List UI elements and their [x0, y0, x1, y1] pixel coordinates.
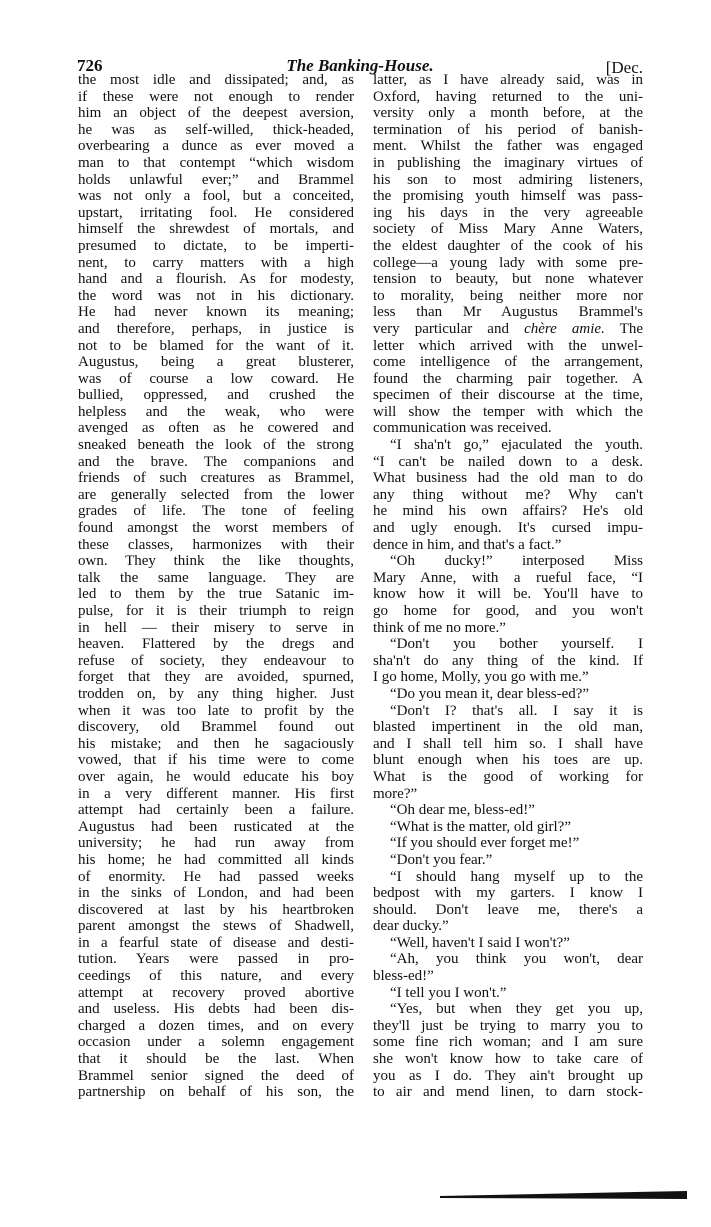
text-segment: they'll just be trying to marry you to — [373, 1017, 643, 1034]
text-segment: discovery, old Brammel found out — [78, 719, 354, 736]
text-line — [78, 852, 354, 869]
text-segment: He had never known its meaning; — [78, 304, 354, 321]
text-segment: Augustus, being a great blusterer, — [78, 354, 354, 371]
text-segment: tension to beauty, but none whatever — [373, 271, 643, 288]
text-line — [78, 122, 354, 139]
text-line — [78, 338, 354, 355]
text-line — [373, 437, 643, 454]
text-line — [78, 354, 354, 371]
text-line — [78, 304, 354, 321]
text-segment: “I should hang myself up to the — [390, 868, 643, 885]
text-line — [373, 503, 643, 520]
text-segment: he was as self-willed, thick-headed, — [78, 121, 354, 138]
text-line — [373, 89, 643, 106]
text-segment: college—a young lady with some pre- — [373, 254, 643, 271]
text-line — [78, 703, 354, 720]
text-segment: talk the same language. They are — [78, 569, 354, 586]
page-number: 726 — [77, 56, 103, 75]
text-line — [78, 1051, 354, 1068]
text-segment: society of Miss Mary Anne Waters, — [373, 221, 643, 238]
text-line — [78, 503, 354, 520]
text-segment: sneaked beneath the look of the strong — [78, 437, 354, 454]
text-line — [78, 371, 354, 388]
text-segment: attempt at recovery proved abortive — [78, 984, 354, 1001]
text-line — [78, 437, 354, 454]
text-segment: versity only a month before, at the — [373, 105, 643, 122]
text-line — [78, 470, 354, 487]
text-line — [373, 454, 643, 471]
text-segment: are generally selected from the lower — [78, 486, 354, 503]
text-line — [78, 586, 354, 603]
text-line — [373, 1068, 643, 1085]
text-segment: and therefore, perhaps, in justice is — [78, 320, 354, 337]
text-segment: in a very different manner. His first — [78, 785, 354, 802]
text-segment: The — [604, 320, 643, 337]
text-segment: “Do you mean it, dear bless-ed?” — [390, 685, 590, 702]
text-line — [78, 404, 354, 421]
text-line — [373, 686, 643, 703]
text-line — [78, 255, 354, 272]
text-segment: his home; he had committed all kinds — [78, 851, 354, 868]
text-line — [373, 304, 643, 321]
text-line — [373, 852, 643, 869]
text-segment: in publishing the imaginary virtues of — [373, 154, 643, 171]
text-segment: when it was too late to profit by the — [78, 702, 354, 719]
text-segment: that it should be the last. When — [78, 1051, 354, 1068]
text-line — [373, 570, 643, 587]
text-line — [78, 553, 354, 570]
text-segment: “Oh dear me, bless-ed!” — [390, 802, 535, 819]
text-segment: and the brave. The companions and — [78, 453, 354, 470]
text-line — [373, 968, 643, 985]
text-segment: any thing without me? Why can't — [373, 486, 643, 503]
text-line — [373, 520, 643, 537]
text-line — [78, 454, 354, 471]
text-segment: attempt had certainly been a failure. — [78, 802, 354, 819]
text-segment: latter, as I have already said, was in — [373, 72, 643, 88]
text-segment: man to that contempt “which wisdom — [78, 154, 354, 171]
text-segment: “What is the matter, old girl?” — [390, 818, 571, 835]
text-line — [373, 719, 643, 736]
text-line — [373, 985, 643, 1002]
text-segment: bless-ed!” — [373, 968, 434, 985]
text-line — [373, 935, 643, 952]
text-line — [78, 1018, 354, 1035]
text-line — [78, 885, 354, 902]
text-line — [373, 155, 643, 172]
text-segment: you as I do. They ain't brought up — [373, 1067, 643, 1084]
text-segment: some fine rich woman; and I am sure — [373, 1034, 643, 1051]
text-segment: go home for good, and you won't — [373, 603, 643, 619]
text-segment: ceedings of this nature, and every — [78, 968, 354, 985]
text-line — [78, 786, 354, 803]
text-line — [373, 288, 643, 305]
text-segment: very particular and — [373, 320, 525, 337]
text-segment: holds unlawful ever;” and Brammel — [78, 171, 354, 188]
text-line — [78, 686, 354, 703]
text-segment: trodden on, by any thing higher. Just — [78, 685, 354, 702]
text-segment: refuse of society, they endeavour to — [78, 652, 354, 669]
text-line — [78, 1068, 354, 1085]
text-line — [373, 703, 643, 720]
text-segment: bullied, oppressed, and crushed the — [78, 387, 354, 404]
text-line — [78, 172, 354, 189]
text-segment: presumed to dictate, to be imperti- — [78, 237, 354, 254]
text-line — [78, 736, 354, 753]
text-line — [78, 1084, 354, 1101]
text-segment: think of me no more.” — [373, 619, 506, 636]
text-segment: Oxford, having returned to the uni- — [373, 88, 643, 105]
text-line — [373, 470, 643, 487]
text-segment: “Don't I? that's all. I say it is — [390, 702, 643, 719]
text-segment: partnership on behalf of his son, the — [78, 1084, 354, 1101]
text-line — [78, 205, 354, 222]
text-line — [78, 752, 354, 769]
text-line — [78, 835, 354, 852]
text-line — [78, 669, 354, 686]
text-line — [78, 188, 354, 205]
text-segment: tution. Years were passed in pro- — [78, 951, 354, 968]
text-segment: I go home, Molly, you go with me.” — [373, 669, 589, 686]
text-line — [373, 819, 643, 836]
text-line — [373, 918, 643, 935]
text-line — [373, 138, 643, 155]
text-line — [373, 72, 643, 89]
text-line — [78, 487, 354, 504]
text-segment: him an object of the deepest aversion, — [78, 105, 354, 122]
text-segment: not to be blamed for the want of it. — [78, 337, 354, 354]
text-segment: less than Mr Augustus Brammel's — [373, 304, 643, 321]
text-line — [373, 885, 643, 902]
text-line — [373, 1034, 643, 1051]
text-segment: specimen of their discourse at the time, — [373, 387, 643, 404]
text-line — [78, 653, 354, 670]
text-segment: “Yes, but when they get you up, — [390, 1001, 643, 1018]
text-line — [373, 221, 643, 238]
text-segment: helpless and the weak, who were — [78, 403, 354, 420]
text-segment: Mary Anne, with a rueful face, “I — [373, 569, 643, 586]
text-segment: “I sha'n't go,” ejaculated the youth. — [390, 437, 643, 454]
text-line — [373, 404, 643, 421]
text-line — [373, 902, 643, 919]
text-line — [373, 603, 643, 620]
text-line — [78, 802, 354, 819]
text-line — [78, 985, 354, 1002]
text-line — [78, 537, 354, 554]
text-line — [373, 354, 643, 371]
text-segment: “Don't you fear.” — [390, 851, 493, 868]
text-segment: dear ducky.” — [373, 918, 449, 935]
text-segment: bedpost with my garters. I know I — [373, 885, 643, 902]
text-line — [78, 968, 354, 985]
text-segment: dence in him, and that's a fact.” — [373, 536, 562, 553]
text-segment: and ugly enough. It's cursed impu- — [373, 520, 643, 537]
text-line — [373, 271, 643, 288]
text-segment: occasion under a solemn engagement — [78, 1034, 354, 1051]
text-segment: should. Don't leave me, there's a — [373, 901, 643, 918]
text-segment: ing his days in the very agreeable — [373, 204, 643, 221]
text-segment: in the sinks of London, and had been — [78, 885, 354, 902]
text-segment: “Don't you bother yourself. I — [390, 636, 643, 653]
text-segment: upstart, irritating fool. He considered — [78, 204, 354, 221]
text-line — [78, 420, 354, 437]
text-line — [78, 570, 354, 587]
text-segment: grades of life. The tone of feeling — [78, 503, 354, 520]
text-segment: pulse, for it is their triumph to reign — [78, 603, 354, 619]
text-segment: was not only a fool, but a conceited, — [78, 188, 354, 205]
text-line — [373, 338, 643, 355]
text-segment: blasted impertinent in the old man, — [373, 719, 643, 736]
text-segment: “If you should ever forget me!” — [390, 835, 580, 852]
text-line — [373, 172, 643, 189]
text-segment: will show the temper with which the — [373, 403, 643, 420]
text-line — [373, 420, 643, 437]
text-segment: hand and a flourish. As for modesty, — [78, 271, 354, 288]
text-line — [78, 603, 354, 620]
text-segment: of enormity. He had passed weeks — [78, 868, 354, 885]
text-segment: termination of his period of banish- — [373, 121, 643, 138]
text-segment: found the charming pair together. A — [373, 370, 643, 387]
end-rule — [440, 1188, 690, 1202]
text-line — [78, 238, 354, 255]
text-line — [78, 105, 354, 122]
text-line — [373, 769, 643, 786]
text-line — [373, 1018, 643, 1035]
text-segment: he mind his own affairs? He's old — [373, 503, 643, 520]
text-line — [373, 653, 643, 670]
text-line — [78, 636, 354, 653]
text-segment: and useless. His debts had been dis- — [78, 1001, 354, 1018]
text-line — [373, 951, 643, 968]
text-line — [78, 951, 354, 968]
text-line — [78, 935, 354, 952]
text-segment: letter which arrived with the unwel- — [373, 337, 643, 354]
text-segment: discovered at last by his heartbroken — [78, 901, 354, 918]
text-segment: led to them by the true Satanic im- — [78, 586, 354, 603]
text-segment: own. They think the like thoughts, — [78, 553, 354, 570]
text-segment: forget that they are avoided, spurned, — [78, 669, 354, 686]
text-line — [373, 537, 643, 554]
running-title: The Banking-House. — [286, 56, 434, 75]
right-column — [373, 72, 643, 1101]
text-segment: Augustus had been rusticated at the — [78, 818, 354, 835]
text-line — [373, 586, 643, 603]
left-column — [78, 72, 354, 1101]
text-segment: parent amongst the stews of Shadwell, — [78, 918, 354, 935]
text-segment: over again, he would educate his boy — [78, 768, 354, 785]
text-line — [78, 387, 354, 404]
text-segment: vowed, that if his time were to come — [78, 752, 354, 769]
text-segment: What is the good of working for — [373, 768, 643, 785]
text-line — [373, 255, 643, 272]
text-segment: know how it will be. You'll have to — [373, 586, 643, 603]
text-line — [373, 869, 643, 886]
text-line — [78, 1034, 354, 1051]
text-segment: was of course a low coward. He — [78, 370, 354, 387]
text-segment: his son to most admiring listeners, — [373, 171, 643, 188]
text-line — [78, 89, 354, 106]
text-segment: the eldest daughter of the cook of his — [373, 237, 643, 254]
text-line — [373, 321, 643, 338]
text-line — [373, 669, 643, 686]
text-line — [78, 719, 354, 736]
text-segment: ment. Whilst the father was engaged — [373, 138, 643, 155]
text-line — [78, 520, 354, 537]
text-line — [373, 371, 643, 388]
text-segment: these classes, harmonizes with their — [78, 536, 354, 553]
text-line — [78, 769, 354, 786]
text-segment: “I can't be nailed down to a desk. — [373, 453, 643, 470]
text-segment: Brammel senior signed the deed of — [78, 1067, 354, 1084]
text-line — [373, 786, 643, 803]
text-segment: in hell — their misery to serve in — [78, 619, 354, 636]
text-segment: What business had the old man to do — [373, 470, 643, 487]
text-segment: more?” — [373, 785, 418, 802]
text-line — [373, 1001, 643, 1018]
text-segment: nent, to carry matters with a high — [78, 254, 354, 271]
text-segment: and I shall tell him so. I shall have — [373, 735, 643, 752]
text-segment: if these were not enough to render — [78, 88, 354, 105]
text-segment: charged a dozen times, and on every — [78, 1017, 354, 1034]
text-segment: to morality, being neither more nor — [373, 287, 643, 304]
text-line — [373, 752, 643, 769]
text-segment: in a fearful state of disease and desti- — [78, 934, 354, 951]
text-line — [373, 487, 643, 504]
text-segment: the promising youth himself was pass- — [373, 188, 643, 205]
text-line — [78, 902, 354, 919]
text-line — [373, 122, 643, 139]
text-line — [373, 802, 643, 819]
text-line — [373, 238, 643, 255]
text-line — [78, 321, 354, 338]
text-line — [78, 288, 354, 305]
text-line — [78, 271, 354, 288]
text-segment: communication was received. — [373, 420, 552, 437]
text-segment: “I tell you I won't.” — [390, 984, 507, 1001]
text-line — [373, 1051, 643, 1068]
text-segment: “Oh ducky!” interposed Miss — [390, 553, 643, 570]
text-line — [78, 155, 354, 172]
text-segment: heaven. Flattered by the dregs and — [78, 636, 354, 653]
text-line — [373, 553, 643, 570]
text-line — [78, 620, 354, 637]
text-segment: “Ah, you think you won't, dear — [390, 951, 643, 968]
text-line — [373, 736, 643, 753]
text-line — [78, 138, 354, 155]
text-segment: himself the shrewdest of mortals, and — [78, 221, 354, 238]
text-line — [373, 620, 643, 637]
text-segment: found amongst the worst members of — [78, 520, 354, 537]
text-segment: sha'n't do any thing of the kind. If — [373, 652, 643, 669]
text-segment: to air and mend linen, to darn stock- — [373, 1084, 643, 1101]
text-line — [373, 188, 643, 205]
text-segment: university; he had run away from — [78, 835, 354, 852]
text-line — [78, 819, 354, 836]
text-segment: the word was not in his dictionary. — [78, 287, 354, 304]
text-line — [373, 105, 643, 122]
text-segment: overbearing a dunce as ever moved a — [78, 138, 354, 155]
text-line — [78, 221, 354, 238]
text-line — [373, 205, 643, 222]
text-line — [78, 1001, 354, 1018]
text-segment: come intelligence of the arrangement, — [373, 354, 643, 371]
text-line — [78, 869, 354, 886]
text-line — [373, 636, 643, 653]
text-segment: blunt enough when his toes are up. — [373, 752, 643, 769]
text-line — [78, 72, 354, 89]
italic-phrase: chère amie. — [524, 320, 605, 337]
text-segment: the most idle and dissipated; and, as — [78, 72, 354, 88]
running-month: [Dec. — [605, 58, 643, 77]
text-line — [373, 835, 643, 852]
text-segment: she won't know how to take care of — [373, 1051, 643, 1068]
text-segment: “Well, haven't I said I won't?” — [390, 934, 570, 951]
text-line — [373, 1084, 643, 1101]
text-segment: his mistake; and then he sagaciously — [78, 735, 354, 752]
text-line — [78, 918, 354, 935]
text-segment: friends of such creatures as Brammel, — [78, 470, 354, 487]
text-line — [373, 387, 643, 404]
text-segment: avenged as often as he cowered and — [78, 420, 354, 437]
